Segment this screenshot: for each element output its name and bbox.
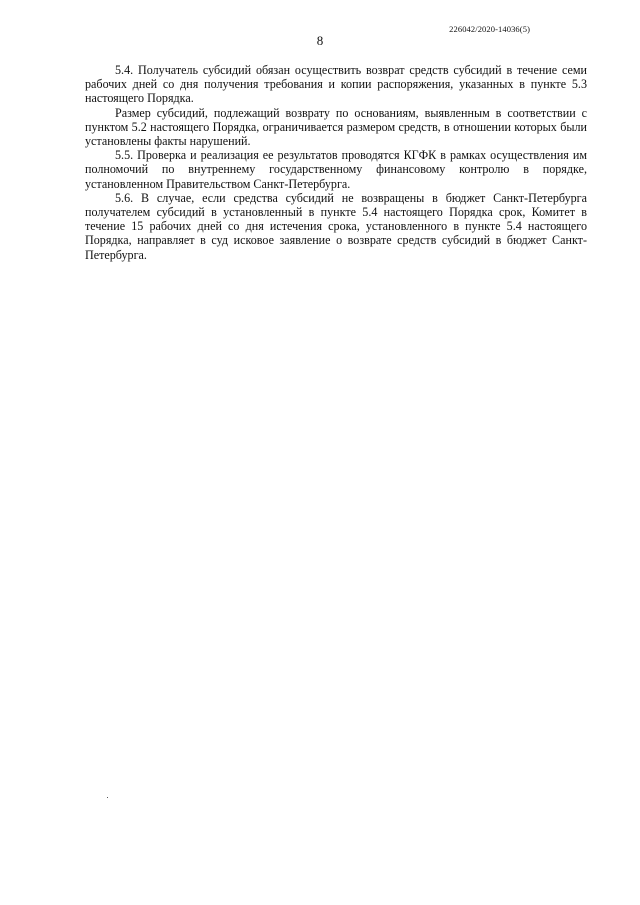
paragraph-5-6: 5.6. В случае, если средства субсидий не возвращены в бюджет Санкт-Петербурга получателем субсидий в установленный в пункте 5.4 настоящего Порядка срок, Комитет в течение 15 рабочих дней со дня истечения срока, установленного в пункте 5.4 настоящего Порядка, направляет в суд исковое заявление о возврате средств субсидий в бюджет Санкт-Петербурга.: [85, 190, 587, 262]
scan-speck: [107, 797, 108, 798]
document-body: [85, 63, 587, 262]
paragraph-5-5: 5.5. Проверка и реализация ее результатов проводятся КГФК в рамках осуществления им полномочий по внутреннему государственному финансовому контролю в порядке, установленном Правительством Санкт-Петербурга.: [85, 148, 587, 191]
paragraph-5-4: 5.4. Получатель субсидий обязан осуществить возврат средств субсидий в течение семи рабочих дней со дня получения требования и копии распоряжения, указанных в пункте 5.3 настоящего Порядка.: [85, 63, 587, 106]
document-id: 226042/2020-14036(5): [449, 24, 530, 34]
paragraph-subsidy-amount: Размер субсидий, подлежащий возврату по основаниям, выявленным в соответствии с пунктом 5.2 настоящего Порядка, ограничивается размером средств, в отношении которых были установлены факты нарушений.: [85, 105, 587, 149]
page-number: 8: [316, 33, 324, 48]
